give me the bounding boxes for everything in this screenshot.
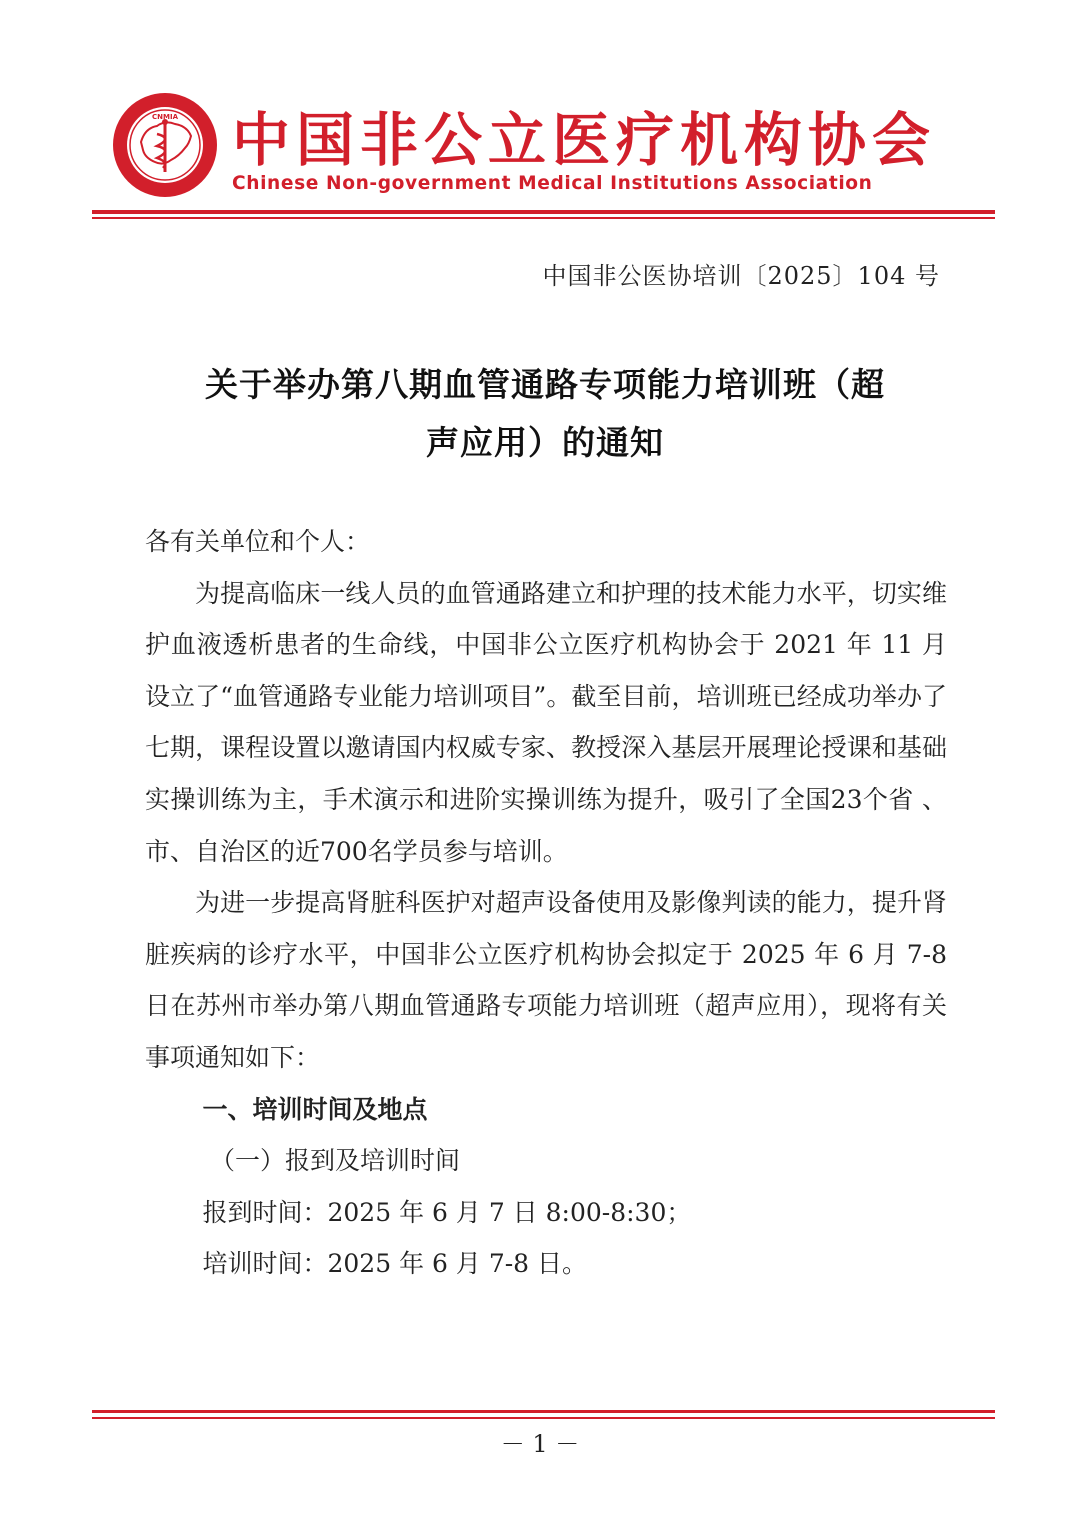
document-title [145, 356, 945, 472]
footer-rule-top [92, 1410, 995, 1413]
logo-abbreviation: CNMIA [152, 113, 178, 121]
page-number: － 1 － [500, 1430, 580, 1458]
org-name-chinese: 中国非公立医疗机构协会 [232, 106, 937, 174]
caduceus-china-map-icon [105, 90, 225, 200]
training-time: 培训时间：2025 年 6 月 7-8 日。 [202, 1249, 588, 1279]
title-line-2: 声应用）的通知 [426, 423, 664, 462]
subsection-heading: （一）报到及培训时间 [210, 1146, 461, 1176]
title-line-1: 关于举办第八期血管通路专项能力培训班（超 [205, 365, 885, 404]
association-logo [105, 90, 225, 200]
document-number: 中国非公医协培训〔2025〕104 号 [542, 262, 940, 290]
letterhead [0, 0, 1080, 230]
paragraph-2: 为进一步提高肾脏科医护对超声设备使用及影像判读的能力，提升肾脏疾病的诊疗水平，中国非公立医疗机构协会拟定于 2025 年 6 月 7-8 日在苏州市举办第八期血管通路专项能力培训班（超声应用），现将有关事项通知如下： [145, 888, 947, 1072]
document-body [145, 516, 947, 1290]
header-rule-bottom [92, 217, 995, 219]
paragraph-1: 为提高临床一线人员的血管通路建立和护理的技术能力水平，切实维护血液透析患者的生命线，中国非公立医疗机构协会于 2021 年 11 月设立了“血管通路专业能力培训项目”。截至目前，培训班已经成功举办了七期，课程设置以邀请国内权威专家、教授深入基层开展理论授课和基础实操训练为主，手术演示和进阶实操训练为提升，吸引了全国23个省 、市、自治区的近700名学员参与培训。 [145, 578, 947, 866]
footer-rule-bottom [92, 1417, 995, 1419]
salutation: 各有关单位和个人： [145, 527, 371, 556]
header-rule-top [92, 210, 995, 214]
section-heading: 一、培训时间及地点 [202, 1094, 428, 1124]
org-name-english: Chinese Non-government Medical Institutions Association [232, 173, 873, 194]
registration-time: 报到时间：2025 年 6 月 7 日 8:00-8:30； [202, 1197, 692, 1227]
